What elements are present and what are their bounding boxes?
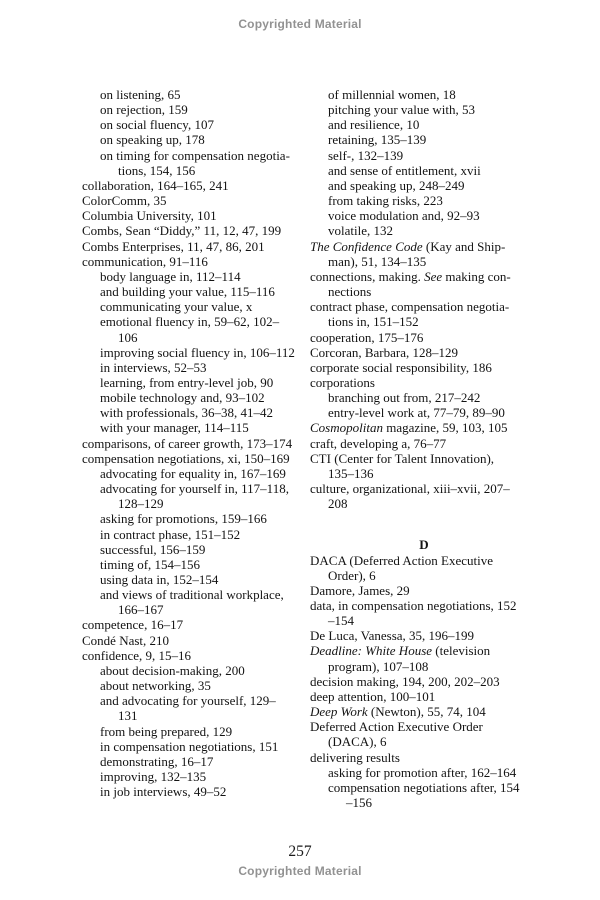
index-line: Order), 6 <box>328 567 376 583</box>
index-line: CTI (Center for Talent Innovation), <box>310 450 495 466</box>
index-line: improving, 132–135 <box>100 769 207 785</box>
page-number: 257 <box>288 843 312 860</box>
copyright-watermark-bottom: Copyrighted Material <box>238 864 362 878</box>
index-line: on timing for compensation negotia- <box>100 147 290 163</box>
index-line: about networking, 35 <box>100 678 211 694</box>
index-line: compensation negotiations after, 154 <box>328 779 520 795</box>
index-line: 106 <box>118 329 138 345</box>
index-line: Deadline: White House (television <box>310 643 491 659</box>
index-line: Deferred Action Executive Order <box>310 719 483 735</box>
index-line: retaining, 135–139 <box>328 132 427 148</box>
index-line: about decision-making, 200 <box>100 662 245 678</box>
copyright-watermark-top: Copyrighted Material <box>238 17 362 31</box>
index-line: 208 <box>328 496 348 512</box>
index-line: pitching your value with, 53 <box>328 102 475 118</box>
index-line: demonstrating, 16–17 <box>100 753 214 769</box>
index-line: corporate social responsibility, 186 <box>310 359 492 375</box>
index-line: Combs, Sean “Diddy,” 11, 12, 47, 199 <box>82 223 282 239</box>
index-line: successful, 156–159 <box>100 541 206 557</box>
index-line: and sense of entitlement, xvii <box>328 162 481 178</box>
index-line: advocating for yourself in, 117–118, <box>100 481 289 497</box>
index-line: Cosmopolitan magazine, 59, 103, 105 <box>310 420 508 436</box>
index-line: and views of traditional workplace, <box>100 587 284 603</box>
index-line: decision making, 194, 200, 202–203 <box>310 673 500 689</box>
index-line: in job interviews, 49–52 <box>100 784 227 800</box>
index-line: program), 107–108 <box>328 658 429 674</box>
index-line: deep attention, 100–101 <box>310 688 436 704</box>
index-line: cooperation, 175–176 <box>310 329 424 345</box>
index-line: ColorComm, 35 <box>82 193 167 209</box>
index-line: body language in, 112–114 <box>100 268 241 284</box>
index-line: in compensation negotiations, 151 <box>100 738 279 754</box>
index-line: data, in compensation negotiations, 152 <box>310 598 517 613</box>
index-line: on social fluency, 107 <box>100 117 214 133</box>
index-line: 135–136 <box>328 465 374 481</box>
index-line: on rejection, 159 <box>100 102 188 118</box>
index-line: nections <box>328 284 372 300</box>
index-line: DACA (Deferred Action Executive <box>310 552 494 568</box>
index-line: of millennial women, 18 <box>328 87 456 102</box>
index-line: craft, developing a, 76–77 <box>310 435 447 451</box>
index-line: communicating your value, x <box>100 299 253 315</box>
index-line: voice modulation and, 92–93 <box>328 208 480 224</box>
index-line: timing of, 154–156 <box>100 556 201 572</box>
index-line: asking for promotions, 159–166 <box>100 511 267 527</box>
index-line: 166–167 <box>118 602 164 618</box>
index-column-right <box>310 87 538 810</box>
index-line: from taking risks, 223 <box>328 193 443 209</box>
index-line: Damore, James, 29 <box>310 582 410 598</box>
index-line: collaboration, 164–165, 241 <box>82 177 229 193</box>
index-line: asking for promotion after, 162–164 <box>328 764 517 780</box>
index-line: with professionals, 36–38, 41–42 <box>100 405 273 421</box>
index-line: Deep Work (Newton), 55, 74, 104 <box>310 704 486 720</box>
index-column-left <box>82 87 306 799</box>
index-line: on listening, 65 <box>100 87 181 102</box>
index-line: learning, from entry-level job, 90 <box>100 374 274 390</box>
index-line: competence, 16–17 <box>82 617 184 633</box>
index-line: on speaking up, 178 <box>100 132 205 148</box>
index-line: improving social fluency in, 106–112 <box>100 344 295 360</box>
index-line: –156 <box>346 795 372 811</box>
index-line: tions, 154, 156 <box>118 162 196 178</box>
index-line: and speaking up, 248–249 <box>328 177 465 193</box>
index-line: compensation negotiations, xi, 150–169 <box>82 450 290 466</box>
index-line: man), 51, 134–135 <box>328 253 427 269</box>
index-line: contract phase, compensation negotia- <box>310 299 510 315</box>
index-line: self-, 132–139 <box>328 147 404 163</box>
index-line: delivering results <box>310 749 400 765</box>
index-line: emotional fluency in, 59–62, 102– <box>100 314 280 330</box>
index-line: Corcoran, Barbara, 128–129 <box>310 344 459 360</box>
index-line: using data in, 152–154 <box>100 572 219 587</box>
index-line: in contract phase, 151–152 <box>100 526 241 542</box>
index-line: –154 <box>328 613 354 629</box>
index-line: comparisons, of career growth, 173–174 <box>82 435 293 451</box>
index-line: communication, 91–116 <box>82 253 208 269</box>
index-line: 128–129 <box>118 496 164 512</box>
index-line: with your manager, 114–115 <box>100 420 249 436</box>
index-line: volatile, 132 <box>328 223 393 239</box>
index-line: tions in, 151–152 <box>328 314 419 330</box>
index-line: and advocating for yourself, 129– <box>100 693 276 709</box>
index-line: corporations <box>310 374 375 390</box>
index-line: (DACA), 6 <box>328 734 387 750</box>
index-line: and building your value, 115–116 <box>100 284 275 300</box>
index-line: branching out from, 217–242 <box>328 390 481 406</box>
index-line: mobile technology and, 93–102 <box>100 390 265 406</box>
index-line: Condé Nast, 210 <box>82 632 170 648</box>
index-line: and resilience, 10 <box>328 117 420 133</box>
index-line: confidence, 9, 15–16 <box>82 647 192 663</box>
index-line: in interviews, 52–53 <box>100 359 207 375</box>
index-line: Combs Enterprises, 11, 47, 86, 201 <box>82 238 265 254</box>
index-line: The Confidence Code (Kay and Ship- <box>310 238 506 254</box>
index-line: connections, making. See making con- <box>310 268 511 284</box>
index-line: De Luca, Vanessa, 35, 196–199 <box>310 628 475 644</box>
index-line: Columbia University, 101 <box>82 208 217 224</box>
index-line: 131 <box>118 708 138 724</box>
index-line: culture, organizational, xiii–xvii, 207– <box>310 481 510 497</box>
index-line: entry-level work at, 77–79, 89–90 <box>328 405 505 421</box>
index-line: from being prepared, 129 <box>100 723 233 739</box>
index-section-letter: D <box>419 537 429 553</box>
index-line: advocating for equality in, 167–169 <box>100 465 286 481</box>
